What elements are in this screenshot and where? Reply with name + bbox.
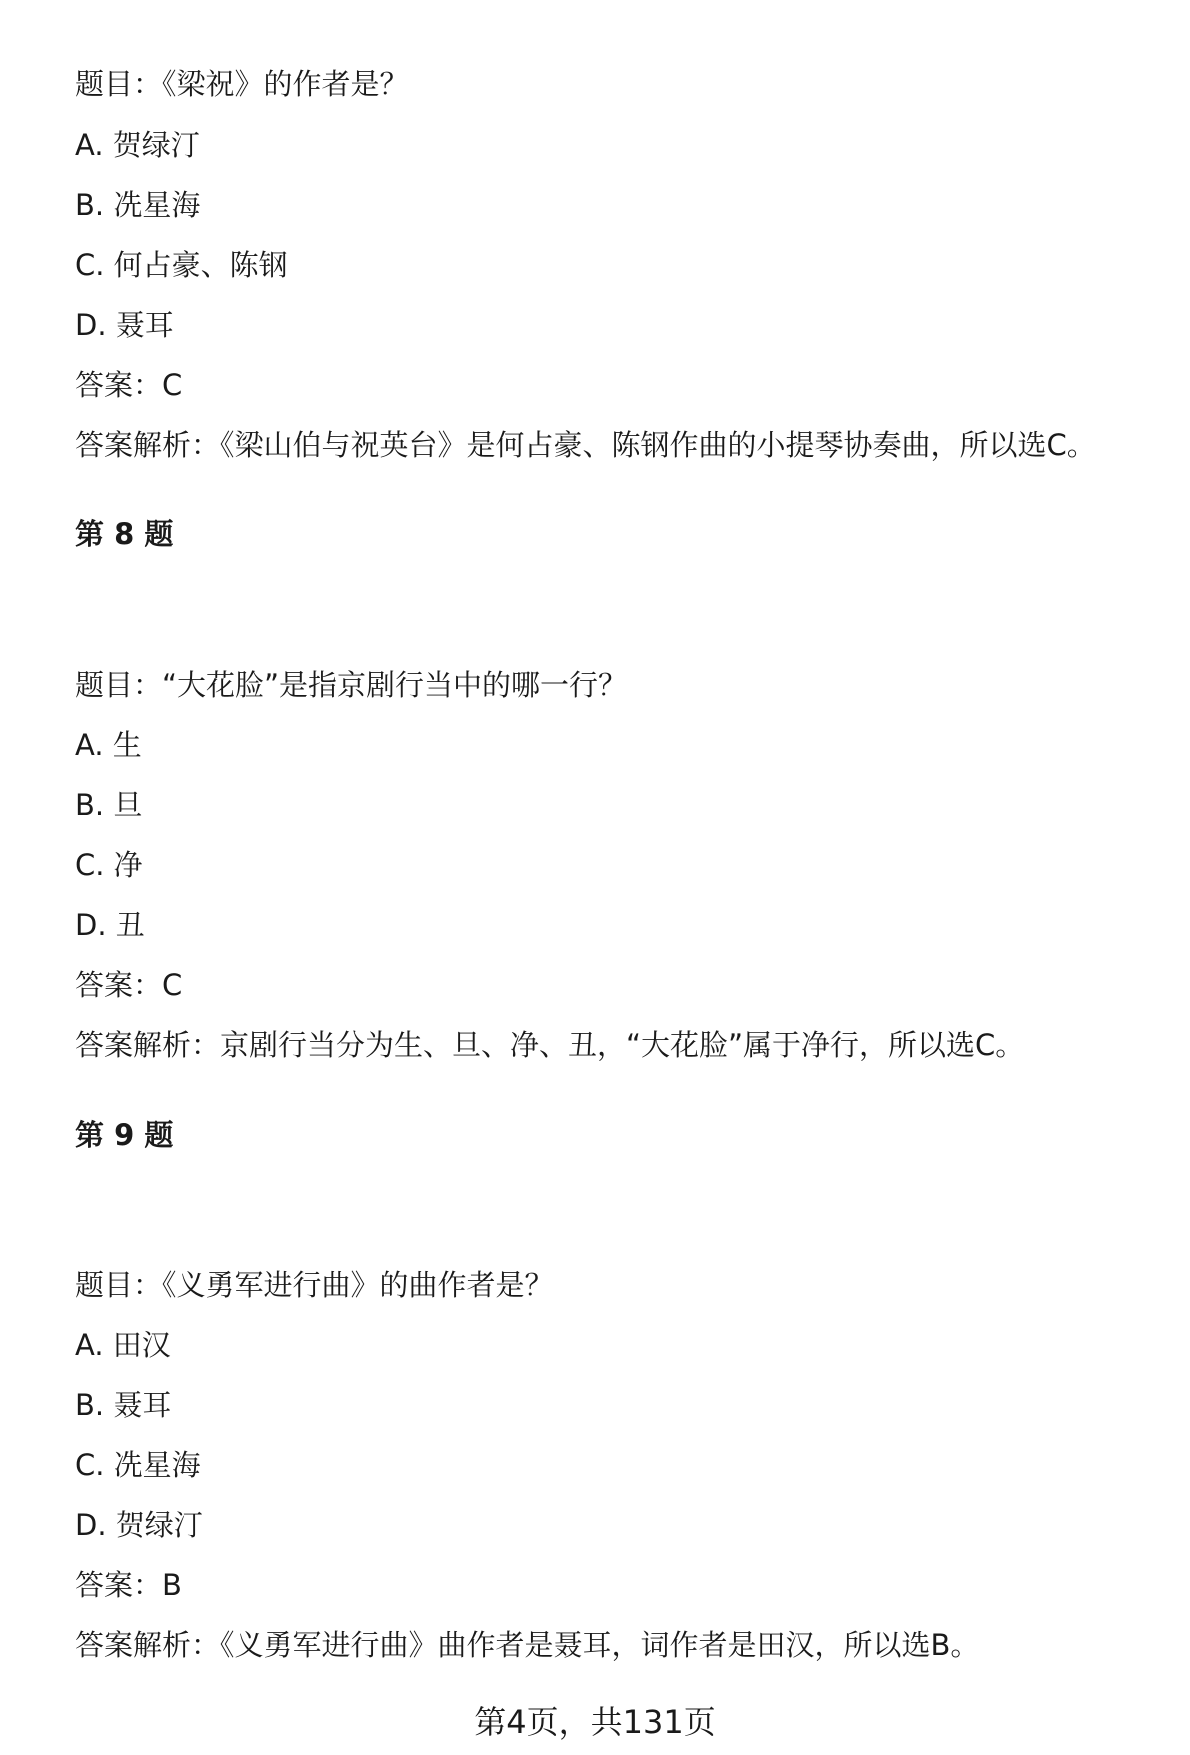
q9-question: 题目：《义勇军进行曲》的曲作者是？ — [75, 1268, 554, 1302]
q9-option-c: C. 冼星海 — [75, 1448, 201, 1482]
q7-option-d: D. 聂耳 — [75, 308, 174, 342]
q9-option-d: D. 贺绿汀 — [75, 1508, 203, 1542]
q8-option-a: A. 生 — [75, 728, 142, 762]
q9-option-b: B. 聂耳 — [75, 1388, 172, 1422]
q7-option-a: A. 贺绿汀 — [75, 128, 200, 162]
q8-heading: 第 8 题 — [75, 517, 174, 551]
page-number-footer: 第4页，共131页 — [474, 1703, 716, 1741]
q7-option-b: B. 冼星海 — [75, 188, 201, 222]
q9-analysis: 答案解析：《义勇军进行曲》曲作者是聂耳，词作者是田汉，所以选B。 — [75, 1628, 980, 1662]
q8-option-c: C. 净 — [75, 848, 143, 882]
q7-answer: 答案：C — [75, 368, 183, 402]
q8-analysis: 答案解析：京剧行当分为生、旦、净、丑，“大花脸”属于净行，所以选C。 — [75, 1028, 1025, 1062]
q9-answer: 答案：B — [75, 1568, 182, 1602]
q7-analysis: 答案解析：《梁山伯与祝英台》是何占豪、陈钢作曲的小提琴协奏曲，所以选C。 — [75, 428, 1096, 462]
q8-option-d: D. 丑 — [75, 908, 145, 942]
q9-heading: 第 9 题 — [75, 1118, 174, 1152]
q7-question: 题目：《梁祝》的作者是？ — [75, 67, 409, 101]
q8-option-b: B. 旦 — [75, 788, 143, 822]
q7-option-c: C. 何占豪、陈钢 — [75, 248, 288, 282]
q9-option-a: A. 田汉 — [75, 1328, 171, 1362]
q8-question: 题目：“大花脸”是指京剧行当中的哪一行？ — [75, 668, 628, 702]
q8-answer: 答案：C — [75, 968, 183, 1002]
